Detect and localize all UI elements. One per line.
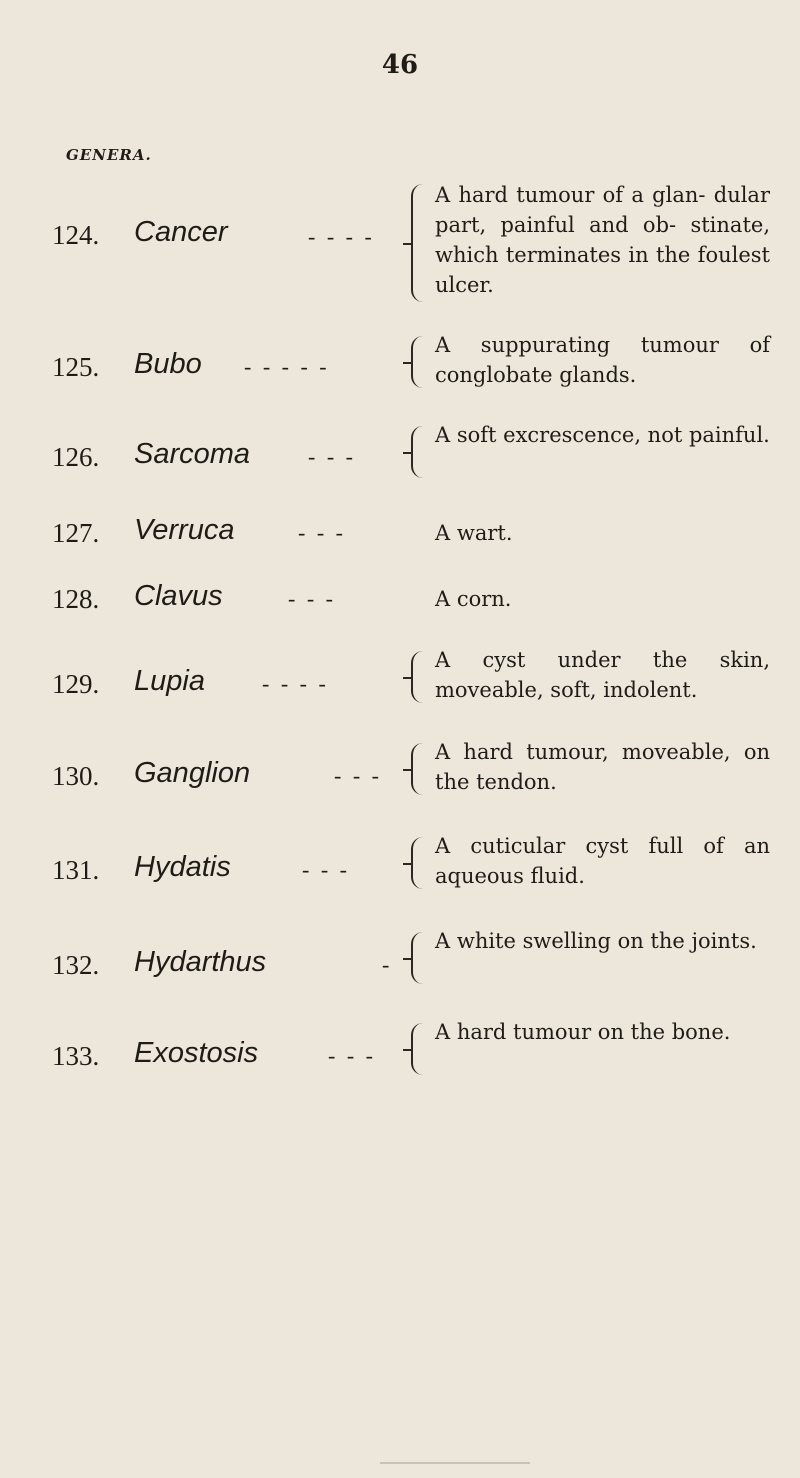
entry-dashes: - - - xyxy=(302,857,350,882)
entry-definition: A hard tumour of a glan- dular part, painful and ob- stinate, which terminates in the foulest ulcer. xyxy=(435,183,770,297)
entry-name: Exostosis xyxy=(134,1037,259,1069)
entry-number: 133. xyxy=(52,1041,100,1071)
entry-number: 126. xyxy=(52,442,100,472)
entry-verruca xyxy=(52,514,772,558)
entry-name: Verruca xyxy=(134,514,235,546)
entry-definition: A soft excrescence, not painful. xyxy=(435,423,770,447)
entry-number: 129. xyxy=(52,669,100,699)
entry-ganglion xyxy=(52,737,772,807)
entry-definition: A cuticular cyst full of an aqueous fluid. xyxy=(435,834,770,888)
entry-bubo xyxy=(52,330,772,400)
entry-sarcoma xyxy=(52,420,772,490)
entry-name: Cancer xyxy=(134,216,228,248)
brace xyxy=(411,1023,427,1075)
brace xyxy=(411,336,427,388)
entry-name: Bubo xyxy=(134,348,202,380)
entry-dashes: - - - - xyxy=(308,224,375,249)
entry-number: 124. xyxy=(52,220,100,250)
entry-name: Lupia xyxy=(134,665,205,697)
entry-dashes: - - - xyxy=(298,520,346,545)
entry-dashes: - - - xyxy=(308,444,356,469)
entry-dashes: - - - - xyxy=(262,671,329,696)
entry-name: Ganglion xyxy=(134,757,251,789)
entry-dashes: - - - xyxy=(288,586,336,611)
entry-number: 125. xyxy=(52,352,100,382)
brace xyxy=(411,426,427,478)
bottom-rule xyxy=(380,1462,530,1464)
entry-clavus xyxy=(52,580,772,624)
entry-dashes: - - - xyxy=(328,1043,376,1068)
entry-definition: A corn. xyxy=(435,587,512,611)
entry-name: Hydarthus xyxy=(134,946,267,978)
entry-definition: A white swelling on the joints. xyxy=(435,929,757,953)
entry-name: Clavus xyxy=(134,580,223,612)
entry-lupia xyxy=(52,645,772,715)
brace xyxy=(411,743,427,795)
entry-hydatis xyxy=(52,831,772,901)
entry-definition: A suppurating tumour of conglobate glands. xyxy=(435,333,770,387)
entry-number: 127. xyxy=(52,518,100,548)
entry-definition: A hard tumour, moveable, on the tendon. xyxy=(435,740,770,794)
entry-definition: A hard tumour on the bone. xyxy=(435,1020,731,1044)
entry-hydarthus xyxy=(52,926,772,996)
brace xyxy=(411,837,427,889)
entry-definition: A cyst under the skin, moveable, soft, indolent. xyxy=(435,648,770,702)
brace xyxy=(411,184,427,302)
entry-cancer xyxy=(52,180,772,310)
entry-dashes: - xyxy=(382,952,393,977)
entry-exostosis xyxy=(52,1017,772,1087)
entry-dashes: - - - - - xyxy=(244,354,330,379)
entry-number: 130. xyxy=(52,761,100,791)
entry-number: 128. xyxy=(52,584,100,614)
section-label: GENERA. xyxy=(66,146,152,164)
brace xyxy=(411,651,427,703)
entry-dashes: - - - xyxy=(334,763,382,788)
entry-name: Hydatis xyxy=(134,851,231,883)
entry-definition: A wart. xyxy=(435,521,513,545)
page-number: 46 xyxy=(381,50,419,80)
entry-name: Sarcoma xyxy=(134,438,251,470)
entry-number: 132. xyxy=(52,950,100,980)
brace xyxy=(411,932,427,984)
entry-number: 131. xyxy=(52,855,100,885)
